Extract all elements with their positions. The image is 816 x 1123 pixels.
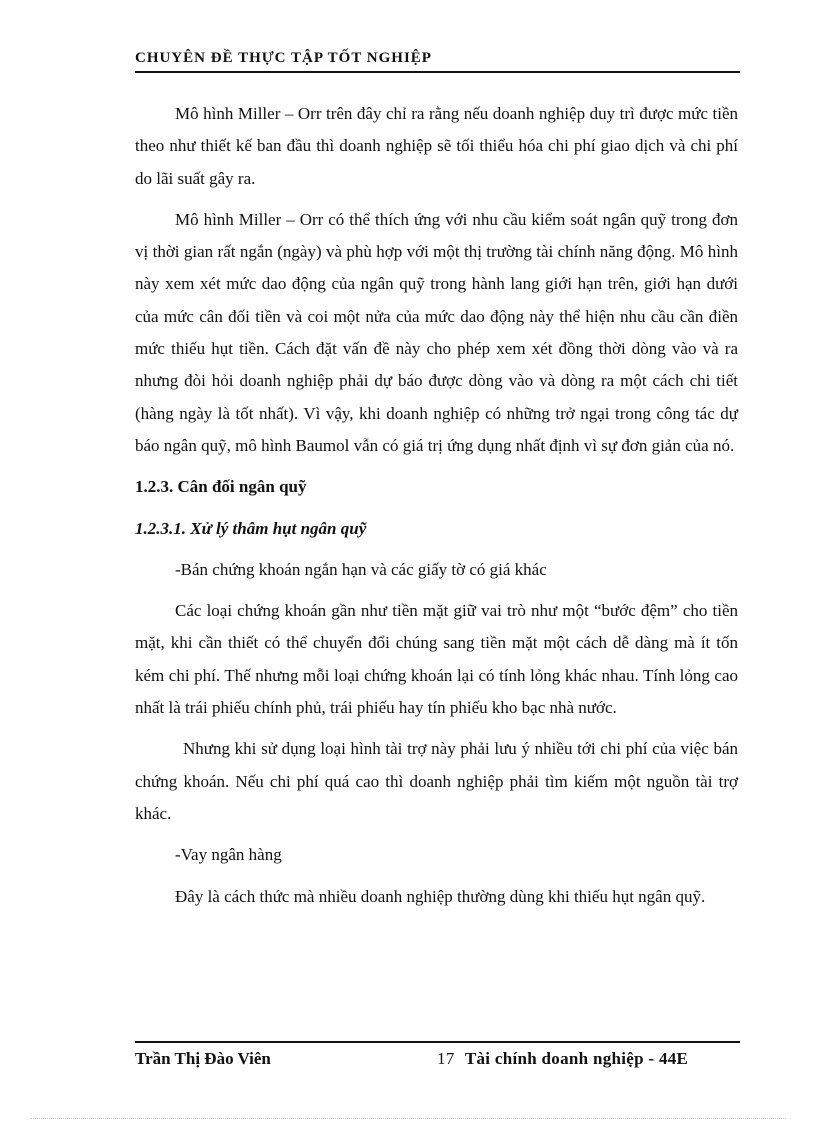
running-header: CHUYÊN ĐỀ THỰC TẬP TỐT NGHIỆP: [135, 50, 432, 66]
paragraph-bank-loan: Đây là cách thức mà nhiều doanh nghiệp thường dùng khi thiếu hụt ngân quỹ.: [175, 886, 706, 906]
paragraph-securities-cost: Nhưng khi sử dụng loại hình tài trợ này phải lưu ý nhiều tới chi phí của việc bán chứng khoán. Nếu chi phí quá cao thì doanh nghiệp phải tìm kiếm một nguồn tài trợ khác.: [135, 739, 738, 823]
page-number: 17: [437, 1049, 455, 1068]
bullet-sell-securities: -Bán chứng khoán ngắn hạn và các giấy tờ có giá khác: [175, 559, 547, 579]
bullet-bank-loan: -Vay ngân hàng: [175, 845, 282, 865]
paragraph-securities-liquidity: Các loại chứng khoán gần như tiền mặt giữ vai trò như một “bước đệm” cho tiền mặt, khi cần thiết có thể chuyển đổi chúng sang tiền mặt một cách dễ dàng mà ít tốn kém chi phí. Thế nhưng mỗi loại chứng khoán lại có tính lỏng khác nhau. Tính lỏng cao nhất là trái phiếu chính phủ, trái phiếu hay tín phiếu kho bạc nhà nước.: [135, 601, 738, 718]
paragraph-miller-orr-adaptability: Mô hình Miller – Orr có thể thích ứng với nhu cầu kiểm soát ngân quỹ trong đơn vị thời gian rất ngắn (ngày) và phù hợp với một thị trường tài chính năng động. Mô hình này xem xét mức dao động của ngân quỹ trong hành lang giới hạn trên, giới hạn dưới của mức cân đối tiền và coi một nửa của mức dao động này thể hiện nhu cầu cần điền mức thiếu hụt tiền. Cách đặt vấn đề này cho phép xem xét đồng thời dòng vào và ra nhưng đòi hỏi doanh nghiệp phải dự báo được dòng vào và dòng ra một cách chi tiết (hàng ngày là tốt nhất). Vì vậy, khi doanh nghiệp có những trở ngại trong công tác dự báo ngân quỹ, mô hình Baumol vẫn có giá trị ứng dụng nhất định vì sự đơn giản của nó.: [135, 209, 738, 455]
footer-info: [437, 1049, 688, 1069]
section-heading-1-2-3-1: 1.2.3.1. Xử lý thâm hụt ngân quỹ: [135, 518, 367, 538]
page-body: [135, 98, 738, 922]
page-bottom-dotted-line: [30, 1118, 786, 1119]
footer-course: Tài chính doanh nghiệp - 44E: [464, 1049, 689, 1068]
footer-divider: [135, 1041, 740, 1043]
paragraph-miller-orr-summary: Mô hình Miller – Orr trên đây chỉ ra rằng nếu doanh nghiệp duy trì được mức tiền theo như thiết kế ban đầu thì doanh nghiệp sẽ tối thiểu hóa chi phí giao dịch và chi phí do lãi suất gây ra.: [135, 104, 738, 188]
section-heading-1-2-3: 1.2.3. Cân đối ngân quỹ: [135, 477, 307, 497]
footer-author: Trần Thị Đào Viên: [135, 1049, 271, 1068]
header-divider: [135, 71, 740, 73]
